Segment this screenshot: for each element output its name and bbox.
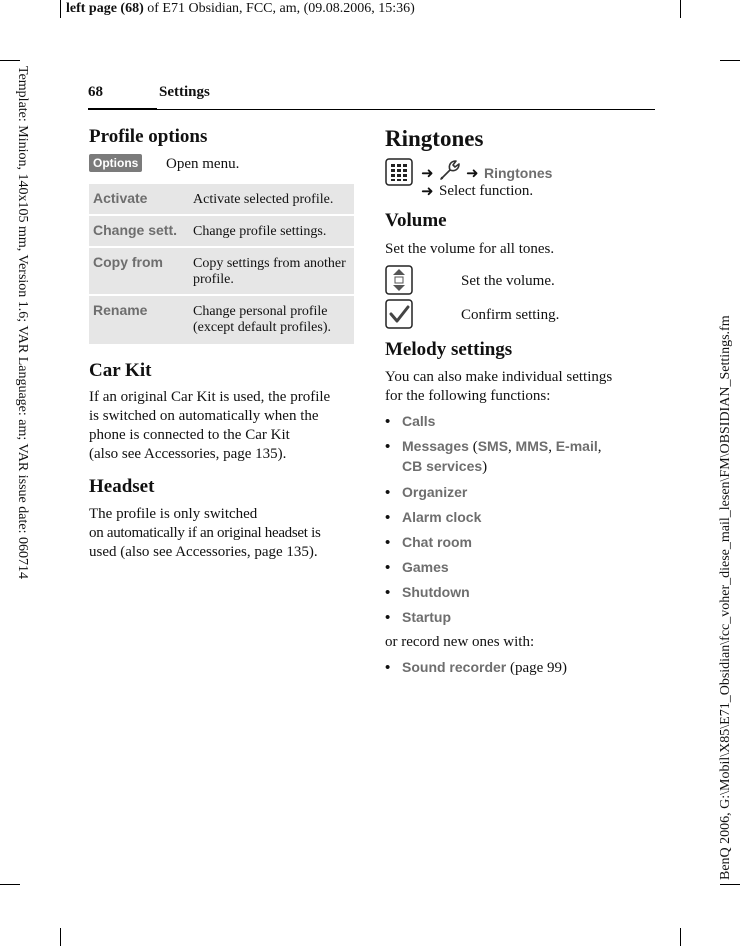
options-key-row <box>89 154 357 176</box>
ringtones-menu-label[interactable]: Ringtones <box>484 165 553 181</box>
text-line: (also see Accessories, page 135). <box>89 446 287 462</box>
menu-item-label: MMS <box>515 438 549 454</box>
option-desc: Activate selected profile. <box>193 184 354 215</box>
profile-options-table <box>89 184 354 346</box>
text-fragment: ( <box>468 439 478 455</box>
right-margin-file-path: BenQ 2006, G:\Mobil\X85\E71_Obsidian\fcc_voher_diese_mail_lesen\FM\OBSIDIAN_Settings.fm <box>718 315 733 880</box>
melody-settings-heading: Melody settings <box>385 339 513 360</box>
text-fragment: ) <box>482 459 488 475</box>
arrow-icon: ➜ <box>421 184 434 200</box>
arrow-icon: ➜ <box>466 166 479 182</box>
text-line: on automatically if an original headset is <box>89 525 321 541</box>
menu-grid-icon <box>385 158 413 186</box>
headset-heading: Headset <box>89 476 155 497</box>
list-item[interactable] <box>385 508 655 527</box>
text-line: The profile is only switched <box>89 506 258 522</box>
car-kit-text <box>89 388 357 464</box>
page-reference: (page 99) <box>506 660 568 676</box>
right-column <box>385 126 655 684</box>
crop-mark <box>0 60 20 61</box>
menu-item-label: CB services <box>402 458 483 474</box>
crop-mark <box>720 60 740 61</box>
print-header <box>66 1 415 17</box>
list-item[interactable] <box>385 412 655 431</box>
table-row[interactable] <box>89 295 354 345</box>
navigation-key-icon[interactable] <box>385 265 413 295</box>
arrow-icon: ➜ <box>421 166 434 182</box>
confirm-row <box>385 299 655 333</box>
volume-heading: Volume <box>385 210 447 231</box>
text-line: You can also make individual settings <box>385 369 613 385</box>
crop-mark <box>60 928 61 946</box>
menu-item-label: Shutdown <box>402 584 470 600</box>
menu-item-label: Messages <box>402 438 469 454</box>
list-item[interactable] <box>385 583 655 602</box>
menu-item-label: Calls <box>402 413 436 429</box>
crop-mark <box>680 0 681 18</box>
profile-options-heading: Profile options <box>89 126 208 147</box>
table-row[interactable] <box>89 215 354 247</box>
header-rule-thick <box>88 108 157 110</box>
text-fragment: , <box>508 439 516 455</box>
ringtones-menu-path <box>385 158 655 202</box>
left-margin-template-info: Template: Minion, 140x105 mm, Version 1.6; VAR Language: am; VAR issue date: 060714 <box>15 66 30 579</box>
header-rule <box>157 109 655 110</box>
table-row[interactable] <box>89 184 354 215</box>
set-volume-text: Set the volume. <box>461 273 555 289</box>
option-desc: Change profile settings. <box>193 215 354 247</box>
option-desc: Change personal profile (except default profiles). <box>193 295 354 345</box>
options-key-desc: Open menu. <box>166 156 240 172</box>
page-number: 68 <box>88 84 103 100</box>
text-line: If an original Car Kit is used, the profile <box>89 389 331 405</box>
text-line: used (also see Accessories, page 135). <box>89 544 318 560</box>
select-function-text: Select function. <box>439 183 534 199</box>
menu-item-label: SMS <box>477 438 509 454</box>
menu-item-label: E-mail <box>555 438 598 454</box>
menu-item-label: Alarm clock <box>402 509 482 525</box>
volume-row <box>385 265 655 299</box>
section-title: Settings <box>159 84 210 100</box>
list-item[interactable] <box>385 608 655 627</box>
confirm-check-icon[interactable] <box>385 299 413 329</box>
crop-mark <box>0 884 20 885</box>
recorder-list <box>385 658 655 678</box>
wrench-icon <box>436 158 462 184</box>
list-item[interactable] <box>385 558 655 577</box>
menu-item-label: Organizer <box>402 484 468 500</box>
print-header-rest: of E71 Obsidian, FCC, am, (09.08.2006, 15:36) <box>143 1 415 16</box>
list-item[interactable] <box>385 437 655 477</box>
menu-item-label: Chat room <box>402 534 472 550</box>
left-column <box>89 126 357 562</box>
list-item[interactable] <box>385 658 655 678</box>
option-desc: Copy settings from another profile. <box>193 247 354 295</box>
volume-text: Set the volume for all tones. <box>385 241 555 257</box>
melody-intro <box>385 368 655 406</box>
text-line: is switched on automatically when the <box>89 408 319 424</box>
text-fragment: , <box>597 439 602 455</box>
list-item[interactable] <box>385 533 655 552</box>
record-text: or record new ones with: <box>385 634 535 650</box>
text-fragment: , <box>548 439 556 455</box>
option-key: Copy from <box>89 247 193 295</box>
menu-item-label: Sound recorder <box>402 659 507 675</box>
option-key: Change sett. <box>89 215 193 247</box>
table-row[interactable] <box>89 247 354 295</box>
menu-item-label: Games <box>402 559 449 575</box>
melody-function-list <box>385 412 655 627</box>
option-key: Activate <box>89 184 193 215</box>
confirm-setting-text: Confirm setting. <box>461 307 560 323</box>
text-line: phone is connected to the Car Kit <box>89 427 290 443</box>
list-item[interactable] <box>385 483 655 502</box>
option-key: Rename <box>89 295 193 345</box>
car-kit-heading: Car Kit <box>89 360 152 381</box>
crop-mark <box>60 0 61 18</box>
ringtones-heading: Ringtones <box>385 126 484 151</box>
options-softkey[interactable]: Options <box>89 154 142 172</box>
print-header-bold: left page (68) <box>66 1 144 16</box>
text-line: for the following functions: <box>385 388 551 404</box>
crop-mark <box>720 884 740 885</box>
crop-mark <box>680 928 681 946</box>
menu-item-label: Startup <box>402 609 451 625</box>
headset-text <box>89 505 357 562</box>
